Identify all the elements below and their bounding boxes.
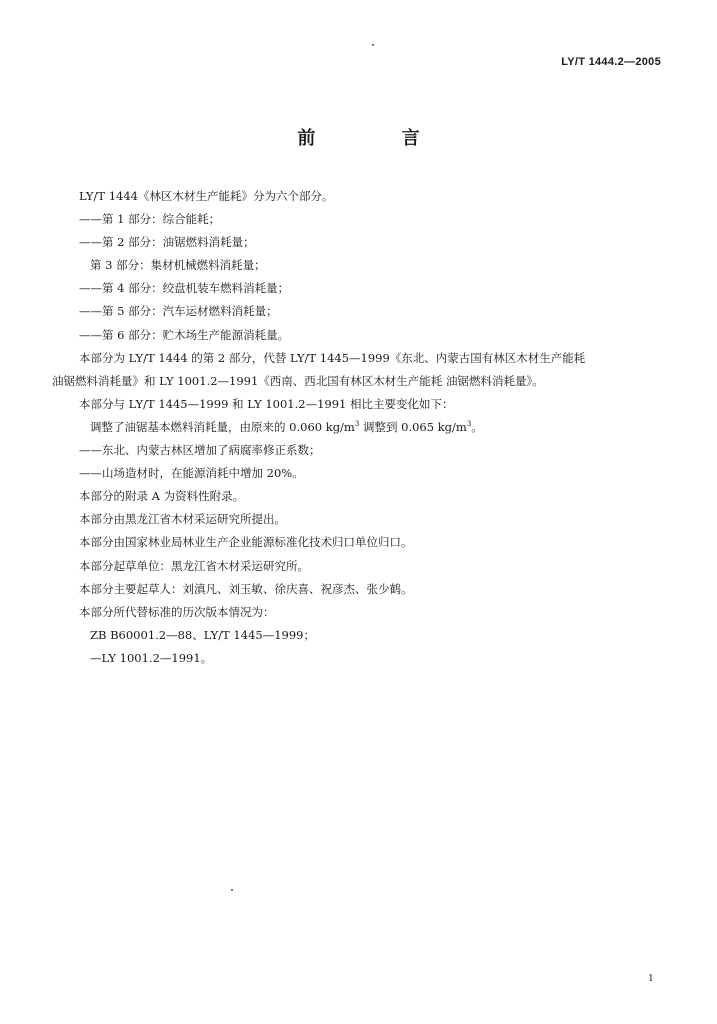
paragraph-changes: 本部分与 LY/T 1445—1999 和 LY 1001.2—1991 相比主要变化如下：	[79, 396, 454, 411]
paragraph-annex: 本部分的附录 A 为资料性附录。	[79, 489, 245, 504]
paragraph-replace-line1: 本部分为 LY/T 1444 的第 2 部分，代替 LY/T 1445—1999《东北、内蒙古国有林区木材生产能耗	[79, 350, 586, 365]
list-item-change3: ——山场造材时，在能源消耗中增加 20%。	[79, 466, 304, 481]
change1-sup-b: 3	[466, 420, 472, 429]
paragraph-intro: LY/T 1444《林区木材生产能耗》分为六个部分。	[79, 189, 334, 203]
paragraph-history: 本部分所代替标准的历次版本情况为：	[79, 604, 275, 619]
change1-middle: 调整到 0.065 kg/m	[359, 419, 467, 434]
paragraph-proposer: 本部分由黑龙江省木材采运研究所提出。	[79, 512, 286, 527]
list-item-change2: ——东北、内蒙古林区增加了病腐率修正系数；	[79, 443, 321, 458]
history-item1: ZB B60001.2—88、LY/T 1445—1999；	[90, 627, 315, 642]
history-item2: —LY 1001.2—1991。	[90, 650, 213, 665]
change1-end: 。	[471, 419, 483, 434]
list-item-change1	[52, 416, 672, 439]
paragraph-drafters: 本部分主要起草人：刘滇凡、刘玉敏、徐庆喜、祝彦杰、张少鹤。	[79, 581, 413, 596]
page-title: 前 言	[297, 128, 460, 149]
scan-speck	[372, 44, 374, 46]
scan-speck	[231, 889, 233, 891]
foreword-body	[52, 185, 672, 670]
list-item-part2: ——第 2 部分：油锯燃料消耗量；	[79, 235, 255, 250]
change1-sup-a: 3	[354, 420, 360, 429]
paragraph-drafting-unit: 本部分起草单位：黑龙江省木材采运研究所。	[79, 558, 309, 573]
list-item-part1: ——第 1 部分：综合能耗；	[79, 212, 221, 227]
paragraph-centralizer: 本部分由国家林业局林业生产企业能源标准化技术归口单位归口。	[79, 535, 413, 550]
change1-text: 调整了油锯基本燃料消耗量，由原来的 0.060 kg/m	[90, 419, 355, 434]
list-item-part6: ——第 6 部分：贮木场生产能源消耗量。	[79, 327, 290, 342]
list-item-part4: ——第 4 部分：绞盘机装车燃料消耗量；	[79, 281, 290, 296]
list-item-part3: 第 3 部分：集材机械燃料消耗量；	[90, 258, 266, 273]
list-item-part5: ——第 5 部分：汽车运材燃料消耗量；	[79, 304, 278, 319]
standard-number: LY/T 1444.2—2005	[561, 56, 661, 68]
paragraph-replace-line2: 油锯燃料消耗量》和 LY 1001.2—1991《西南、西北国有林区木材生产能耗 油锯燃料消耗量》。	[52, 373, 544, 388]
page-number: 1	[648, 972, 654, 984]
